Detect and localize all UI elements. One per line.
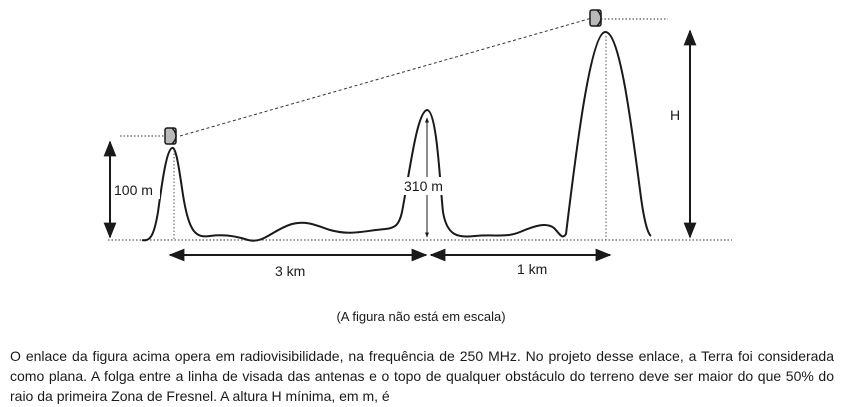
question-text: O enlace da figura acima opera em radiovisibilidade, na frequência de 250 MHz. No projeto desse enlace, a Terra foi considerada como plana. A folga entre a linha de visada das antenas e o topo de qualquer obstáculo do terreno deve ser maior do que 50% do raio da primeira Zona de Fresnel. A altura H mínima, em m, é: [10, 348, 834, 404]
line-of-sight: [180, 18, 592, 136]
height-label-middle: 310 m: [404, 178, 443, 194]
figure-caption: (A figura não está em escala): [336, 309, 506, 324]
antenna-right-icon: [590, 10, 668, 26]
distance-label-left: 3 km: [275, 263, 306, 279]
antenna-left-icon: [120, 128, 176, 144]
terrain-profile: [142, 32, 651, 241]
height-label-right: H: [670, 107, 681, 123]
distance-label-right: 1 km: [517, 261, 548, 277]
height-label-left: 100 m: [114, 182, 153, 198]
